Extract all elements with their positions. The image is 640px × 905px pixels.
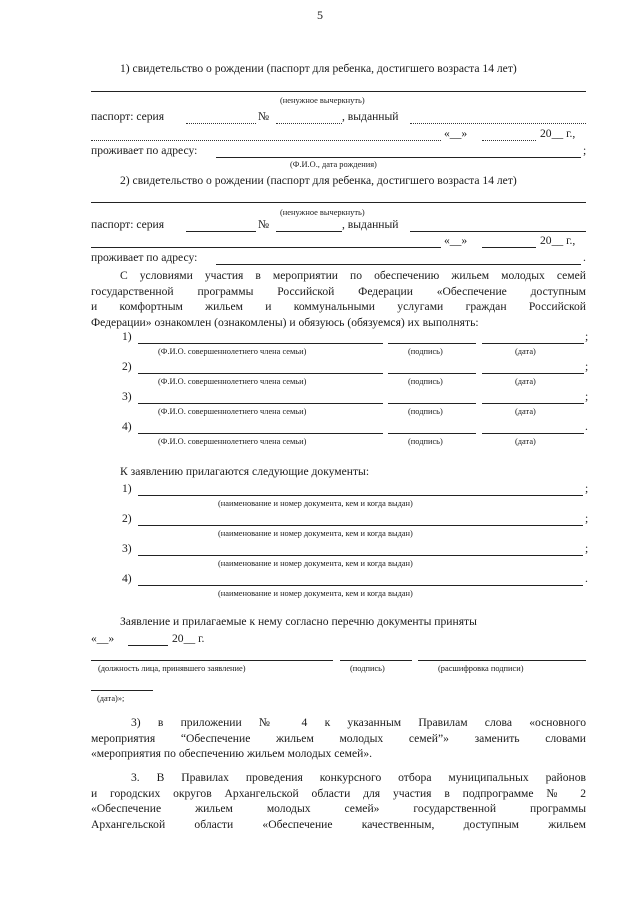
child2-issued-field[interactable] xyxy=(410,231,586,232)
attachment-end: ; xyxy=(585,542,589,555)
signature-date-field[interactable] xyxy=(482,433,584,434)
signature-date-label: (дата) xyxy=(515,377,536,386)
signature-end: ; xyxy=(585,330,589,343)
child1-passport-series-label: паспорт: серия xyxy=(91,110,165,123)
conditions-line: Федерации» ознакомлен (ознакомлены) и обязуюсь (обязуемся) их выполнять: xyxy=(91,315,479,329)
child2-date-day: «__» xyxy=(444,234,468,247)
signature-fio-field[interactable] xyxy=(138,433,383,434)
signature-date-label: (дата) xyxy=(515,437,536,446)
acceptance-date-day: «__» xyxy=(91,632,115,645)
child2-address-end: . xyxy=(583,251,586,264)
signature-fio-label: (Ф.И.О. совершеннолетнего члена семьи) xyxy=(158,347,307,356)
signature-sign-label: (подпись) xyxy=(408,347,443,356)
child1-fio-note: (Ф.И.О., дата рождения) xyxy=(290,160,377,169)
acceptance-decode-field[interactable] xyxy=(418,660,586,661)
acceptance-date-label: (дата)»; xyxy=(97,694,125,703)
child1-address-label: проживает по адресу: xyxy=(91,144,198,157)
attachment-number: 3) xyxy=(122,542,132,555)
attachment-end: ; xyxy=(585,512,589,525)
attachment-number: 4) xyxy=(122,572,132,585)
child1-number-label: № xyxy=(258,110,270,123)
attachment-field[interactable] xyxy=(138,495,583,496)
acceptance-position-field[interactable] xyxy=(91,660,333,661)
signature-sign-label: (подпись) xyxy=(408,437,443,446)
rules-line: Архангельской области «Обеспечение качественным, доступным жильем xyxy=(91,817,586,831)
child1-address-end: ; xyxy=(583,144,587,157)
child2-document-line[interactable] xyxy=(91,202,586,203)
attachment-label: (наименование и номер документа, кем и когда выдан) xyxy=(218,589,413,598)
child1-date-year: 20__ г., xyxy=(540,127,576,140)
child1-strike-note: (ненужное вычеркнуть) xyxy=(280,96,365,105)
attachment-end: . xyxy=(585,572,588,585)
signature-sign-field[interactable] xyxy=(388,433,476,434)
child2-address-field[interactable] xyxy=(216,264,581,265)
child2-heading: 2) свидетельство о рождении (паспорт для ребенка, достигшего возраста 14 лет) xyxy=(120,174,517,187)
attachment-field[interactable] xyxy=(138,585,583,586)
rules-line: «Обеспечение жильем молодых семей» государственной программы xyxy=(91,802,586,815)
acceptance-date-year: 20__ г. xyxy=(172,632,205,645)
attachment-field[interactable] xyxy=(138,525,583,526)
child2-issued-label: , выданный xyxy=(342,218,399,231)
child1-address-field[interactable] xyxy=(216,157,581,158)
signature-end: ; xyxy=(585,360,589,373)
acceptance-sign-label: (подпись) xyxy=(350,664,385,673)
attachment-number: 2) xyxy=(122,512,132,525)
conditions-line: государственной программы Российской Федерации «Обеспечение доступным xyxy=(91,284,586,298)
signature-number: 2) xyxy=(122,360,132,373)
conditions-paragraph xyxy=(91,268,586,330)
attachment-end: ; xyxy=(585,482,589,495)
child1-issued-field[interactable] xyxy=(410,123,586,124)
signature-end: . xyxy=(585,420,588,433)
child2-number-label: № xyxy=(258,218,270,231)
signature-date-field[interactable] xyxy=(482,403,584,404)
conditions-line: и комфортным жильем и коммунальными услугами граждан Российской xyxy=(91,300,586,313)
child2-issuer-field[interactable] xyxy=(91,247,441,248)
signature-fio-field[interactable] xyxy=(138,403,383,404)
child2-strike-note: (ненужное вычеркнуть) xyxy=(280,208,365,217)
child1-heading: 1) свидетельство о рождении (паспорт для ребенка, достигшего возраста 14 лет) xyxy=(120,62,517,75)
child2-passport-series-label: паспорт: серия xyxy=(91,218,165,231)
conditions-line: С условиями участия в мероприятии по обеспечению жильем молодых семей xyxy=(120,269,586,282)
acceptance-date-field[interactable] xyxy=(91,690,153,691)
signature-sign-field[interactable] xyxy=(388,373,476,374)
acceptance-sign-field[interactable] xyxy=(340,660,412,661)
signature-number: 4) xyxy=(122,420,132,433)
child2-series-field[interactable] xyxy=(186,231,256,232)
child2-date-month-field[interactable] xyxy=(482,247,536,248)
acceptance-line: Заявление и прилагаемые к нему согласно перечню документы приняты xyxy=(120,615,477,628)
child1-issued-label: , выданный xyxy=(342,110,399,123)
signature-date-label: (дата) xyxy=(515,347,536,356)
page-number: 5 xyxy=(317,8,323,22)
acceptance-decode-label: (расшифровка подписи) xyxy=(438,664,524,673)
attachments-heading: К заявлению прилагаются следующие документы: xyxy=(120,465,370,478)
rules-line: и городских округов Архангельской области для участия в подпрограмме № 2 xyxy=(91,786,586,800)
attachment-label: (наименование и номер документа, кем и когда выдан) xyxy=(218,559,413,568)
amendment-line: «мероприятия по обеспечению жильем молодых семей». xyxy=(91,747,373,760)
rules-paragraph xyxy=(91,770,586,832)
child1-date-month-field[interactable] xyxy=(482,140,536,141)
child1-issuer-field[interactable] xyxy=(91,140,441,141)
signature-fio-field[interactable] xyxy=(138,373,383,374)
signature-number: 3) xyxy=(122,390,132,403)
child1-document-line[interactable] xyxy=(91,91,586,92)
attachment-label: (наименование и номер документа, кем и когда выдан) xyxy=(218,529,413,538)
amendment-line: мероприятия “Обеспечение жильем молодых семей”» заменить словами xyxy=(91,731,586,745)
signature-date-field[interactable] xyxy=(482,343,584,344)
signature-sign-label: (подпись) xyxy=(408,407,443,416)
signature-fio-label: (Ф.И.О. совершеннолетнего члена семьи) xyxy=(158,437,307,446)
signature-sign-field[interactable] xyxy=(388,343,476,344)
signature-sign-label: (подпись) xyxy=(408,377,443,386)
acceptance-position-label: (должность лица, принявшего заявление) xyxy=(98,664,246,673)
amendment-line: 3) в приложении № 4 к указанным Правилам слова «основного xyxy=(131,716,586,729)
child2-date-year: 20__ г., xyxy=(540,234,576,247)
attachment-number: 1) xyxy=(122,482,132,495)
signature-sign-field[interactable] xyxy=(388,403,476,404)
signature-number: 1) xyxy=(122,330,132,343)
child1-series-field[interactable] xyxy=(186,123,256,124)
signature-fio-field[interactable] xyxy=(138,343,383,344)
attachment-label: (наименование и номер документа, кем и когда выдан) xyxy=(218,499,413,508)
child1-number-field[interactable] xyxy=(276,123,342,124)
signature-fio-label: (Ф.И.О. совершеннолетнего члена семьи) xyxy=(158,377,307,386)
attachment-field[interactable] xyxy=(138,555,583,556)
signature-fio-label: (Ф.И.О. совершеннолетнего члена семьи) xyxy=(158,407,307,416)
signature-date-field[interactable] xyxy=(482,373,584,374)
amendment-paragraph xyxy=(91,715,586,762)
child1-date-day: «__» xyxy=(444,127,468,140)
rules-line: 3. В Правилах проведения конкурсного отбора муниципальных районов xyxy=(131,771,586,784)
signature-end: ; xyxy=(585,390,589,403)
acceptance-date-month-field[interactable] xyxy=(128,645,168,646)
child2-address-label: проживает по адресу: xyxy=(91,251,198,264)
signature-date-label: (дата) xyxy=(515,407,536,416)
child2-number-field[interactable] xyxy=(276,231,342,232)
